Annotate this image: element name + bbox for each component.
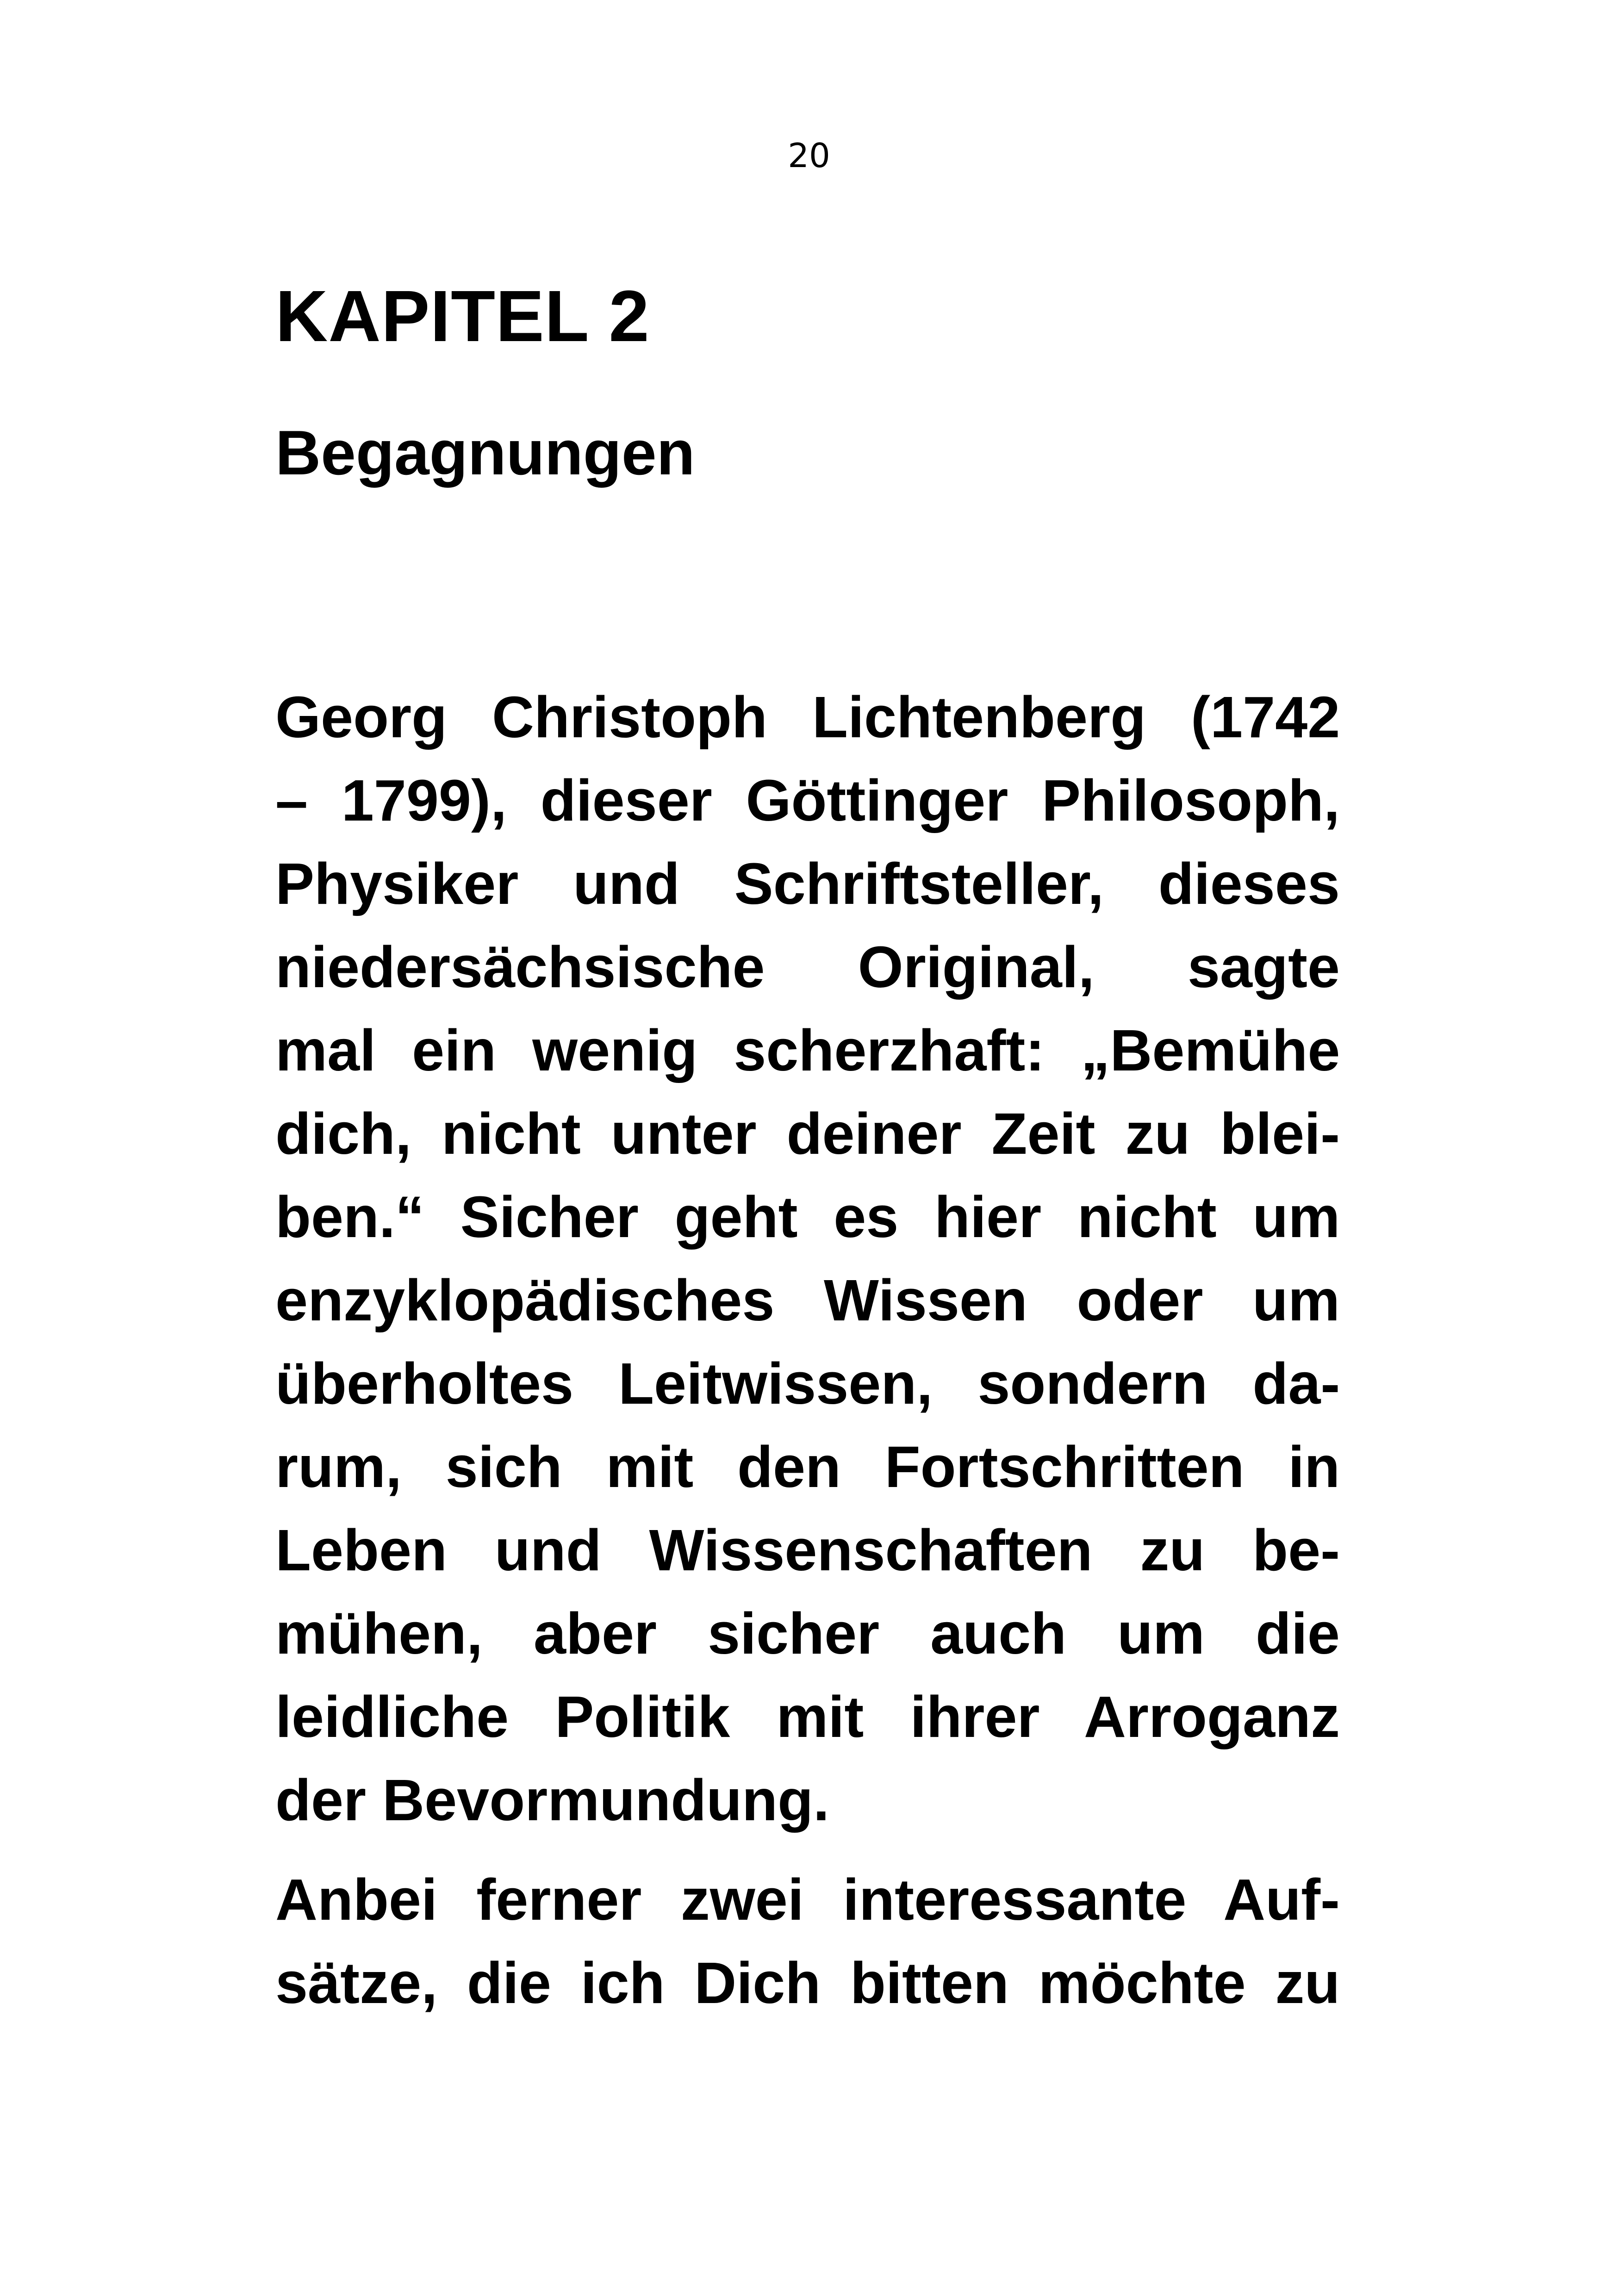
- text-line: ben.“ Sicher geht es hier nicht um: [275, 1184, 1340, 1250]
- text-line: – 1799), dieser Göttinger Philosoph,: [275, 768, 1340, 833]
- text-line: mal ein wenig scherzhaft: „Bemühe: [275, 1018, 1340, 1083]
- text-line: niedersächsische Original, sagte: [275, 934, 1340, 1000]
- paragraph-1: [275, 676, 1340, 1842]
- text-line: der Bevormundung.: [275, 1767, 830, 1833]
- text-line: leidliche Politik mit ihrer Arroganz: [275, 1684, 1340, 1749]
- text-line: mühen, aber sicher auch um die: [275, 1601, 1340, 1666]
- text-line: Physiker und Schriftsteller, dieses: [275, 851, 1340, 916]
- chapter-subtitle: Begagnungen: [275, 417, 695, 488]
- paragraph-2: [275, 1858, 1340, 2025]
- text-line: sätze, die ich Dich bitten möchte zu: [275, 1950, 1340, 2016]
- text-line: rum, sich mit den Fortschritten in: [275, 1434, 1340, 1500]
- text-line: enzyklopädisches Wissen oder um: [275, 1268, 1340, 1333]
- text-line: überholtes Leitwissen, sondern da-: [275, 1351, 1340, 1416]
- text-line: dich, nicht unter deiner Zeit zu blei-: [275, 1101, 1340, 1166]
- text-line: Anbei ferner zwei interessante Auf-: [275, 1867, 1340, 1932]
- text-line: Leben und Wissenschaften zu be-: [275, 1518, 1340, 1583]
- text-line: Georg Christoph Lichtenberg (1742: [275, 684, 1340, 750]
- page-number: 20: [788, 136, 830, 175]
- chapter-title: KAPITEL 2: [275, 276, 650, 357]
